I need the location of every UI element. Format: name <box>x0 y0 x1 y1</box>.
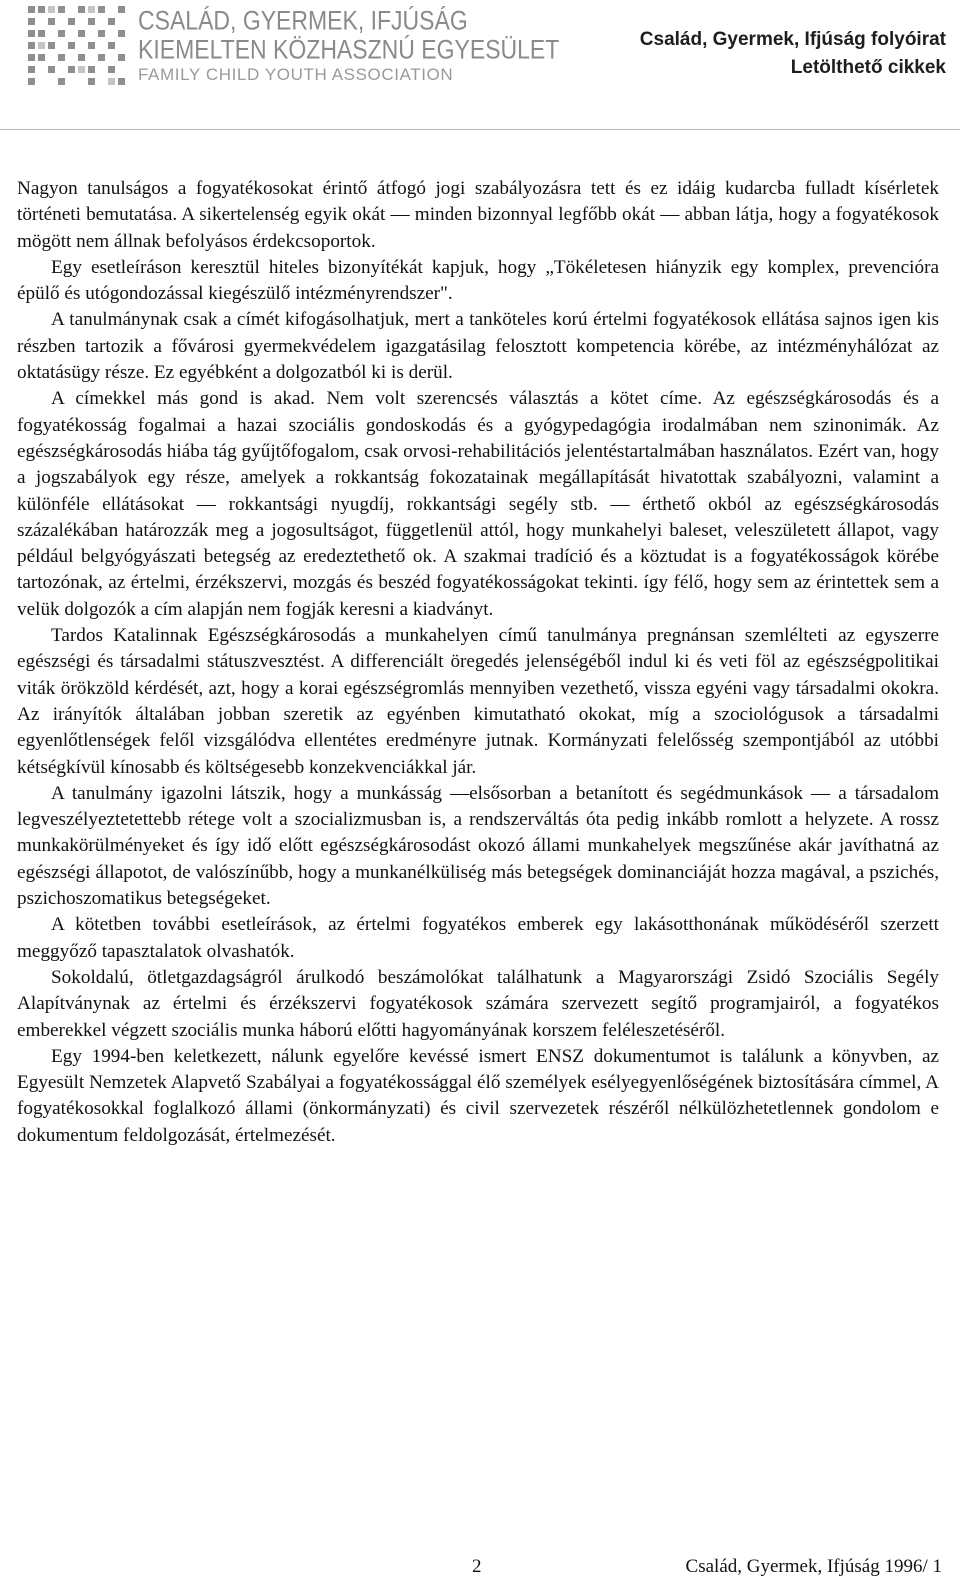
logo-dots-icon <box>24 4 132 96</box>
paragraph-4: A címekkel más gond is akad. Nem volt szerencsés választás a kötet címe. Az egészségkárosodás és a fogyatékosság fogalmai a hazai szociális gondoskodás és a gyógypedagógia irodalmában nem szinonimák. Az egészségkárosodás hiába tág gyűjtőfogalom, csak orvosi-rehabilitációs jelentéstartalmában használatos. Ezért van, hogy a jogszabályok egy része, amelyek a rokkantság fokozatainak megállapítását hivatottak szabályozni, valamint a különféle ellátásokat — rokkantsági nyugdíj, rokkantsági segély stb. — érthető okból az egészségkárosodás százalékában határozzák meg a jogosultságot, függetlenül attól, hogy munkahelyi baleset, veleszületett állapot, vagy például belgyógyászati betegség az eredeztethető ok. A szakmai tradíció és a köztudat is a fogyatékosságok körébe tartozónak, az értelmi, érzékszervi, mozgás és beszéd fogyatékosságokat tekinti. így félő, hogy sem az érintettek sem a velük dolgozók a cím alapján nem fogják keresni a kiadványt. <box>17 388 939 620</box>
header-titles <box>640 26 946 82</box>
paragraph-8: Sokoldalú, ötletgazdagságról árulkodó beszámolókat találhatunk a Magyarországi Zsidó Szociális Segély Alapítványnak az értelmi és érzékszervi fogyatékosok számára szervezett segítő programjairól, a fogyatékos emberekkel végzett szociális munka háború előtti hagyományának korszem feléleszetéséről. <box>17 966 939 1041</box>
page-number: 2 <box>472 1556 482 1577</box>
header-divider <box>0 129 960 130</box>
downloads-subtitle: Letölthető cikkek <box>790 57 946 78</box>
footer-source: Család, Gyermek, Ifjúság 1996/ 1 <box>685 1556 942 1577</box>
logo-text <box>138 4 560 96</box>
paragraph-2: Egy esetleíráson keresztül hiteles bizonyítékát kapjuk, hogy „Tökéletesen hiányzik egy komplex, prevencióra épülő és utógondozással kiegészülő intézményrendszer". <box>17 256 939 305</box>
paragraph-7: A kötetben további esetleírások, az értelmi fogyatékos emberek egy lakásotthonának működéséről szerzett meggyőző tapasztalatok olvashatók. <box>17 914 939 962</box>
journal-title: Család, Gyermek, Ifjúság folyóirat <box>639 29 946 50</box>
paragraph-9: Egy 1994-ben keletkezett, nálunk egyelőre kevéssé ismert ENSZ dokumentumot is találunk a könyvben, az Egyesült Nemzetek Alapvető Szabályai a fogyatékossággal élő személyek esélyegyenlőségének biztosítására címmel, A fogyatékosokkal foglalkozó állami (önkormányzati) és civil szervezetek részéről nélkülözhetetlennek gondolom e dokumentum feldolgozását, értelmezését. <box>17 1045 939 1146</box>
paragraph-5: Tardos Katalinnak Egészségkárosodás a munkahelyen című tanulmánya pregnánsan szemlélteti az egyszerre egészségi és társadalmi státuszvesztést. A differenciált öregedés jelenségéből indul ki és veti föl az egészségpolitikai viták örökzöld kérdését, azt, hogy a korai egészségromlás mennyiben vezethető, vissza egyéni vagy társadalmi okokra. Az irányítók általában jobban szeretik az egyénben kimutatható okokat, míg a szociológusok a társadalmi egyenlőtlenségek felől vizsgálódva ellentétes eredményre jutnak. Kormányzati felelősség szempontjából az utóbbi kétségkívül kínosabb és költségesebb konzekvenciákkal jár. <box>17 625 939 778</box>
paragraph-1: Nagyon tanulságos a fogyatékosokat érintő átfogó jogi szabályozásra tett és ez idáig kudarcba fulladt kísérletek történeti bemutatása. A sikertelenség egyik okát — minden bizonnyal legfőbb okát — abban látja, hogy a fogyatékosok mögött nem állnak befolyásos érdekcsoportok. <box>17 178 939 252</box>
page-footer <box>0 1540 960 1580</box>
article-body <box>17 176 939 1149</box>
paragraph-3: A tanulmánynak csak a címét kifogásolhatjuk, mert a tanköteles korú értelmi fogyatékosok ellátása sajnos igen kis részben tartozik a fővárosi gyermekvédelem igazgatásilag felosztott kompetencia körébe, az intézményhálózat az oktatásügy része. Ez egyébként a dolgozatból ki is derül. <box>17 309 939 384</box>
association-logo <box>24 4 560 96</box>
logo-line-status: KIEMELTEN KÖZHASZNÚ EGYESÜLET <box>138 34 560 65</box>
page-header <box>0 0 960 132</box>
paragraph-6: A tanulmány igazolni látszik, hogy a munkásság —elsősorban a betanított és segédmunkások — a társadalom legveszélyeztetettebb rétege volt a szocializmusban is, a rendszerváltás óta pedig inkább romlott a helyzete. A rossz munkakörülményeket és így idő előtt egészségkárosodást okozó állami munkahelyek megszűnése akár javíthatná az egészségi állapotot, de valószínűbb, hogy a munkanélküliség más betegségek dominanciáját hozza magával, a pszichés, pszichoszomatikus betegségeket. <box>17 782 939 910</box>
logo-line-english: FAMILY CHILD YOUTH ASSOCIATION <box>138 65 454 84</box>
logo-line-name: CSALÁD, GYERMEK, IFJÚSÁG <box>138 5 468 36</box>
